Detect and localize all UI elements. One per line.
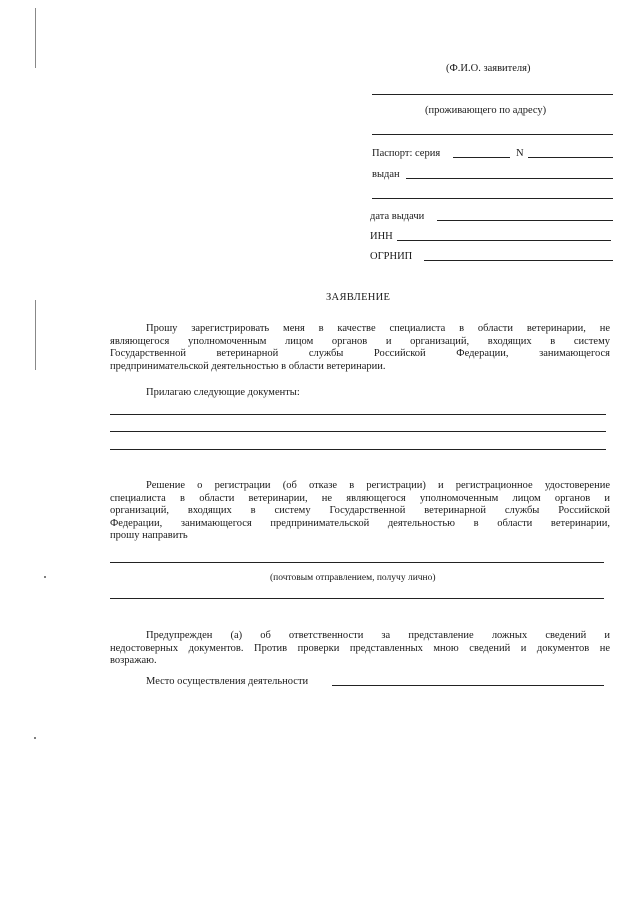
scan-speck (44, 576, 46, 578)
decision-paragraph (110, 480, 610, 543)
request-line: предпринимательской деятельностью в области ветеринарии. (110, 360, 386, 372)
document-title: ЗАЯВЛЕНИЕ (326, 292, 391, 303)
passport-number-field[interactable] (528, 157, 613, 158)
issued-by-field[interactable] (406, 178, 613, 179)
passport-series-field[interactable] (453, 157, 510, 158)
attachment-line-3[interactable] (110, 449, 606, 450)
decision-line: специалиста в области ветеринарии, не являющегося уполномоченным лицом органов и (110, 492, 610, 504)
fio-caption: (Ф.И.О. заявителя) (446, 63, 531, 74)
inn-field[interactable] (397, 240, 611, 241)
ogrnip-field[interactable] (424, 260, 613, 261)
activity-place-field[interactable] (332, 685, 604, 686)
warning-line: Предупрежден (а) об ответственности за представление ложных сведений и (146, 630, 610, 641)
attachment-line-1[interactable] (110, 414, 606, 415)
attachment-line-2[interactable] (110, 431, 606, 432)
activity-place-label: Место осуществления деятельности (146, 676, 309, 687)
issue-date-field[interactable] (437, 220, 613, 221)
warning-line: недостоверных документов. Против проверки представленных мною сведений и документов не (110, 642, 610, 654)
delivery-method-line[interactable] (110, 562, 604, 563)
attachments-label: Прилагаю следующие документы: (146, 387, 300, 398)
warning-line: возражаю. (110, 655, 157, 667)
inn-label: ИНН (370, 231, 393, 242)
scan-speck (34, 737, 36, 739)
issued-by-field-2[interactable] (372, 198, 613, 199)
ogrnip-label: ОГРНИП (370, 251, 413, 262)
scan-margin-mark (35, 8, 36, 68)
request-line: Государственной ветеринарной службы Российской Федерации, занимающегося (110, 348, 610, 360)
delivery-caption: (почтовым отправлением, получу лично) (270, 573, 436, 583)
scan-margin-mark (35, 300, 36, 370)
delivery-address-line[interactable] (110, 598, 604, 599)
passport-number-label: N (516, 148, 524, 159)
decision-line: Решение о регистрации (об отказе в регистрации) и регистрационное удостоверение (146, 480, 610, 491)
decision-line: прошу направить (110, 530, 188, 542)
issued-by-label: выдан (372, 169, 400, 180)
warning-paragraph (110, 630, 610, 668)
request-paragraph (110, 323, 610, 373)
passport-series-label: Паспорт: серия (372, 148, 441, 159)
issue-date-label: дата выдачи (370, 211, 425, 222)
decision-line: организаций, входящих в систему Государственной ветеринарной службы Российской (110, 505, 610, 517)
address-line[interactable] (372, 134, 613, 135)
decision-line: Федерации, занимающегося предпринимательской деятельностью в области ветеринарии, (110, 517, 610, 529)
request-line: являющегося уполномоченным лицом органов и организаций, входящих в систему (110, 335, 610, 347)
request-line: Прошу зарегистрировать меня в качестве специалиста в области ветеринарии, не (146, 323, 610, 334)
address-caption: (проживающего по адресу) (425, 105, 547, 116)
fio-line[interactable] (372, 94, 613, 95)
